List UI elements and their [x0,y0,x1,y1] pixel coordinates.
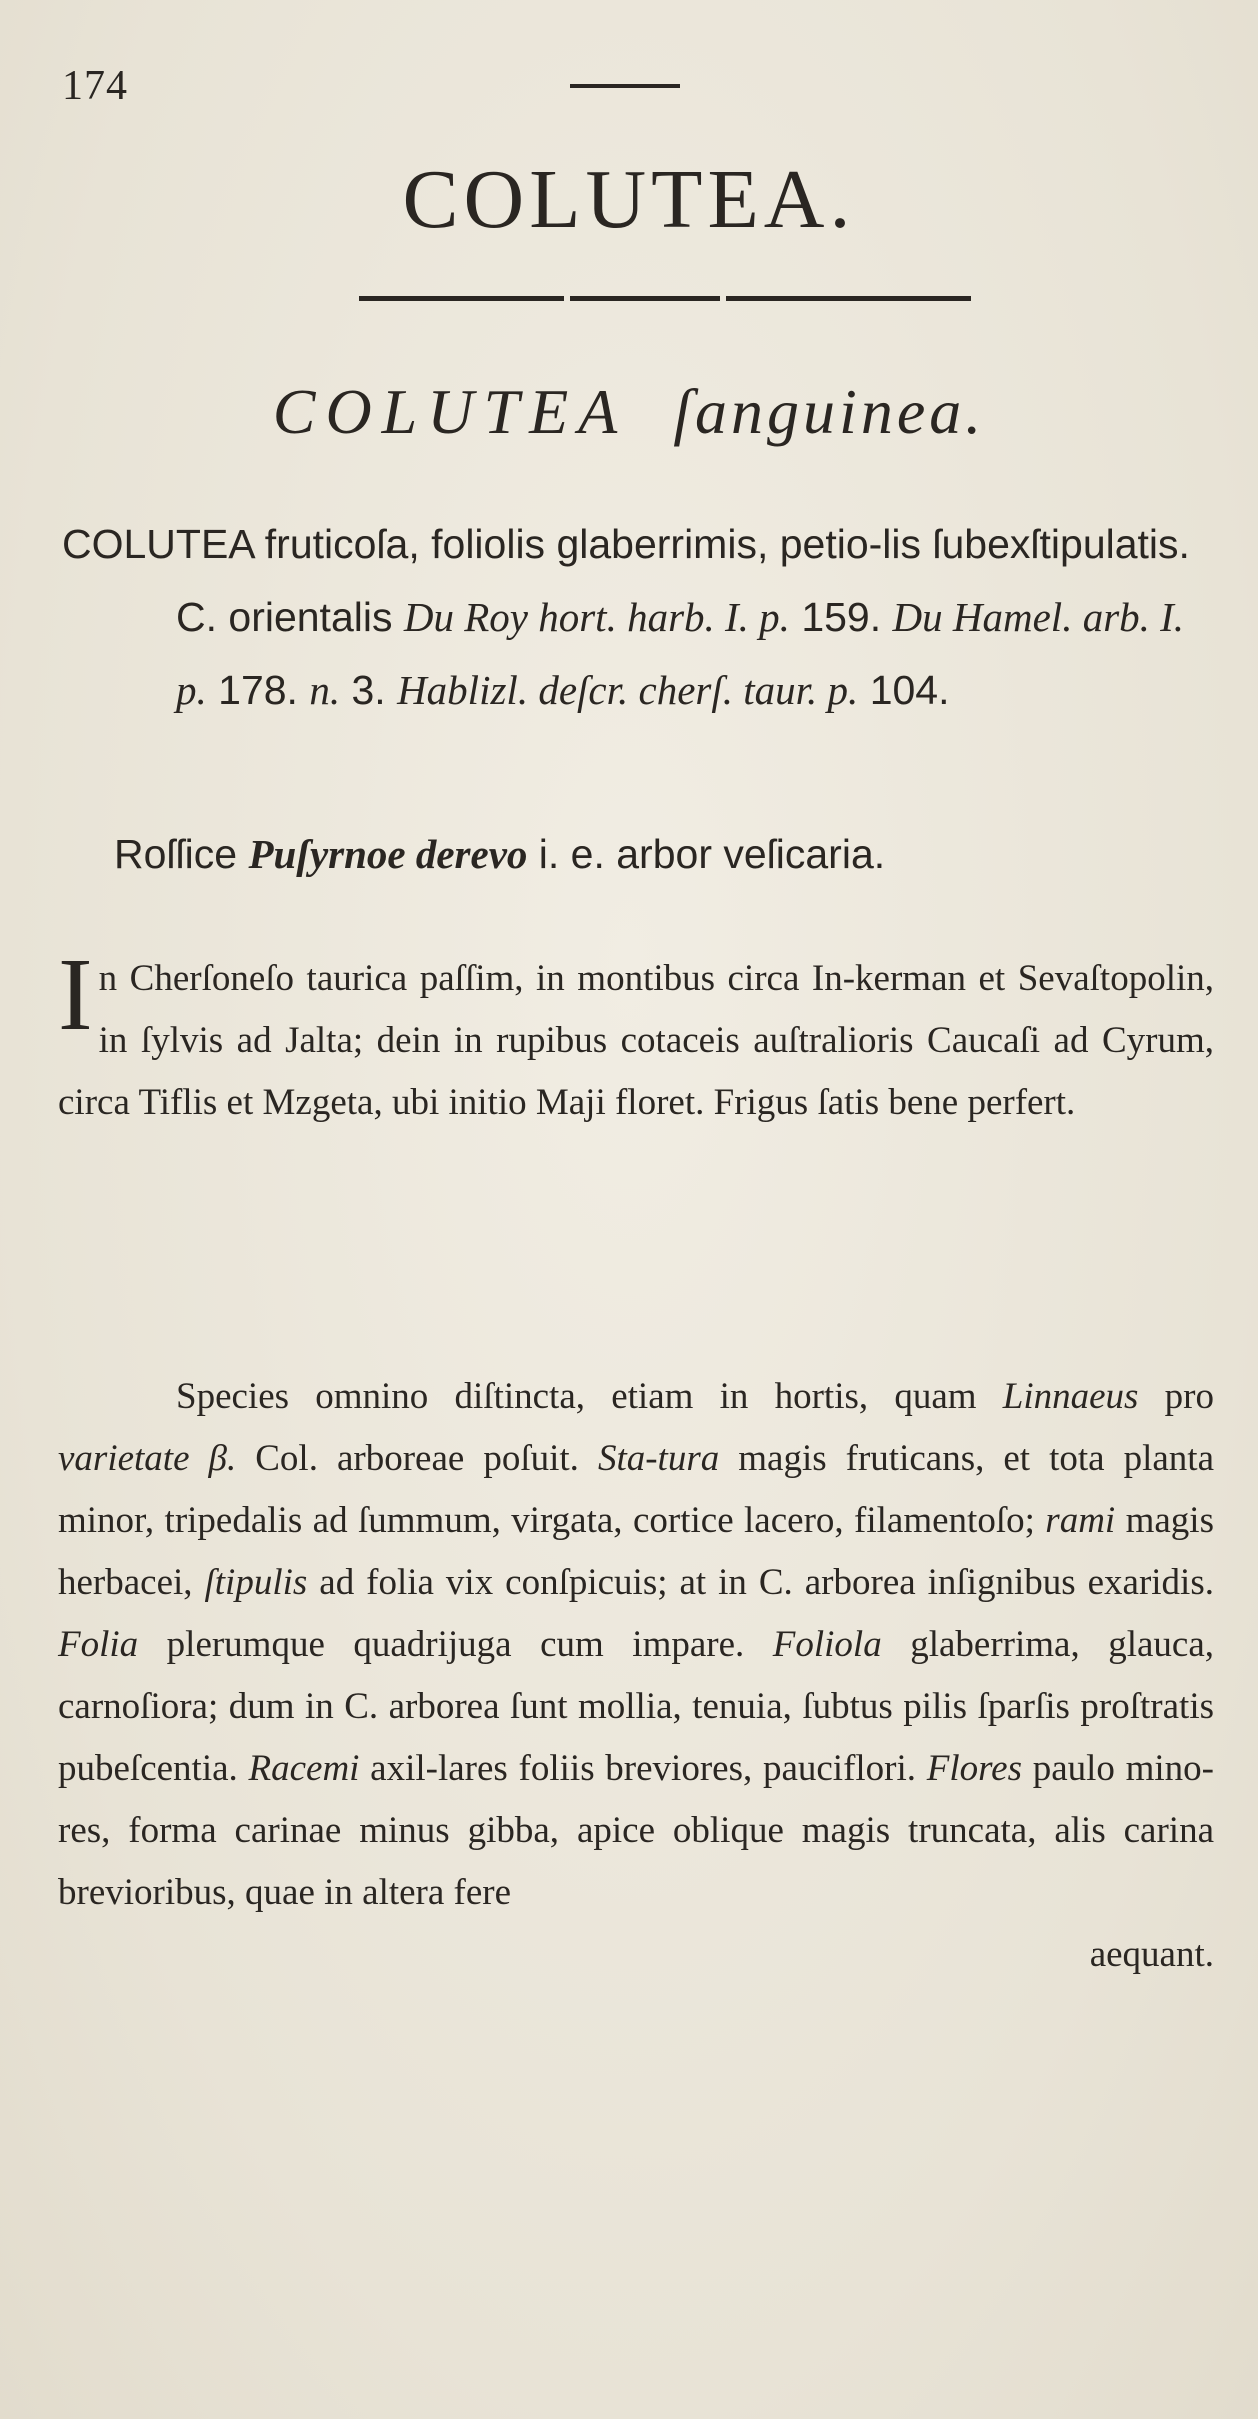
para2-italic-statura: Sta-tura [597,1438,720,1479]
species-genus: COLUTEA [272,376,628,447]
drop-cap: I [58,937,93,1052]
vernacular-prefix: Roſſice [114,831,249,877]
para2-italic-racemi: Racemi [248,1748,360,1789]
vernacular-suffix: i. e. arbor veſicaria. [527,831,886,877]
diagnosis-ref-n: n. [309,667,341,713]
diagnosis-block [62,508,1212,727]
vernacular-russian-name: Puſyrnoe derevo [248,831,528,877]
diagnosis-text-1: COLUTEA fruticoſa, foliolis glaberrimis, petio-lis ſubexſtipulatis. C. orientalis [62,521,1190,640]
diagnosis-ref-du-hamel: Du Hamel. arb. I. p. [176,594,1185,713]
paragraph-habitat-text: n Cherſoneſo taurica paſſim, in montibus circa In-kerman et Sevaſtopolin, in ſylvis ad Jalta; dein in rupibus cotaceis auſtralioris Caucaſi ad Cyrum, circa Tiflis et Mzgeta, ubi initio Maji floret. Frigus ſatis bene perfert. [58,958,1214,1123]
para2-text-8: glaberrima, glauca, carnoſiora; dum in C. arborea ſunt mollia, tenuia, ſubtus pilis ſparſis proſtratis pubeſcentia. [58,1624,1214,1789]
paragraph-description [58,1366,1214,1986]
para2-italic-rami: rami [1045,1500,1116,1541]
para2-text-2: pro [1138,1376,1214,1417]
diagnosis-ref-du-roy: Du Roy hort. harb. I. p. [403,594,790,640]
para2-text-10: paulo mino-res, forma carinae minus gibba, apice oblique magis truncata, alis carina brevioribus, quae in altera fere [58,1748,1215,1913]
para2-text-7: plerumque quadrijuga cum impare. [138,1624,773,1665]
diagnosis-ref-hablizl: Hablizl. deſcr. cherſ. taur. p. [397,667,859,713]
para2-text-5: magis herbacei, [58,1500,1214,1603]
para2-italic-varietate: varietate β. [58,1438,237,1479]
diagnosis-text [62,508,1212,727]
para2-italic-foliola: Foliola [772,1624,882,1665]
para2-text-9: axil-lares foliis breviores, pauciflori. [359,1748,927,1789]
para2-last-line: aequant. [1089,1934,1214,1975]
header-rule [570,84,680,88]
para2-italic-stipulis: ſtipulis [204,1562,308,1603]
diagnosis-text-4: 3. [340,667,398,713]
paragraph-habitat [58,937,1214,1134]
diagnosis-text-2: 159. [789,594,893,640]
para2-italic-linnaeus: Linnaeus [1002,1376,1139,1417]
para2-text-6: ad folia vix conſpicuis; at in C. arborea inſignibus exaridis. [307,1562,1214,1603]
para2-text-3: Col. arboreae poſuit. [236,1438,598,1479]
diagnosis-text-3: 178. [206,667,310,713]
page-title: COLUTEA. [402,153,856,246]
para2-italic-folia: Folia [58,1624,139,1665]
page-number: 174 [62,63,128,109]
title-rule-left [359,296,564,301]
vernacular-name [114,818,885,891]
para2-text-4: magis fruticans, et tota planta minor, tripedalis ad ſummum, virgata, cortice lacero, filamentoſo; [58,1438,1214,1541]
title-rule-right [726,296,971,301]
para2-text-1: Species omnino diſtincta, etiam in hortis, quam [176,1376,1003,1417]
species-epithet: ſanguinea. [673,376,986,447]
diagnosis-text-5: 104. [858,667,950,713]
title-rule-center [570,296,720,301]
species-heading [0,376,1258,447]
para2-italic-flores: Flores [926,1748,1022,1789]
